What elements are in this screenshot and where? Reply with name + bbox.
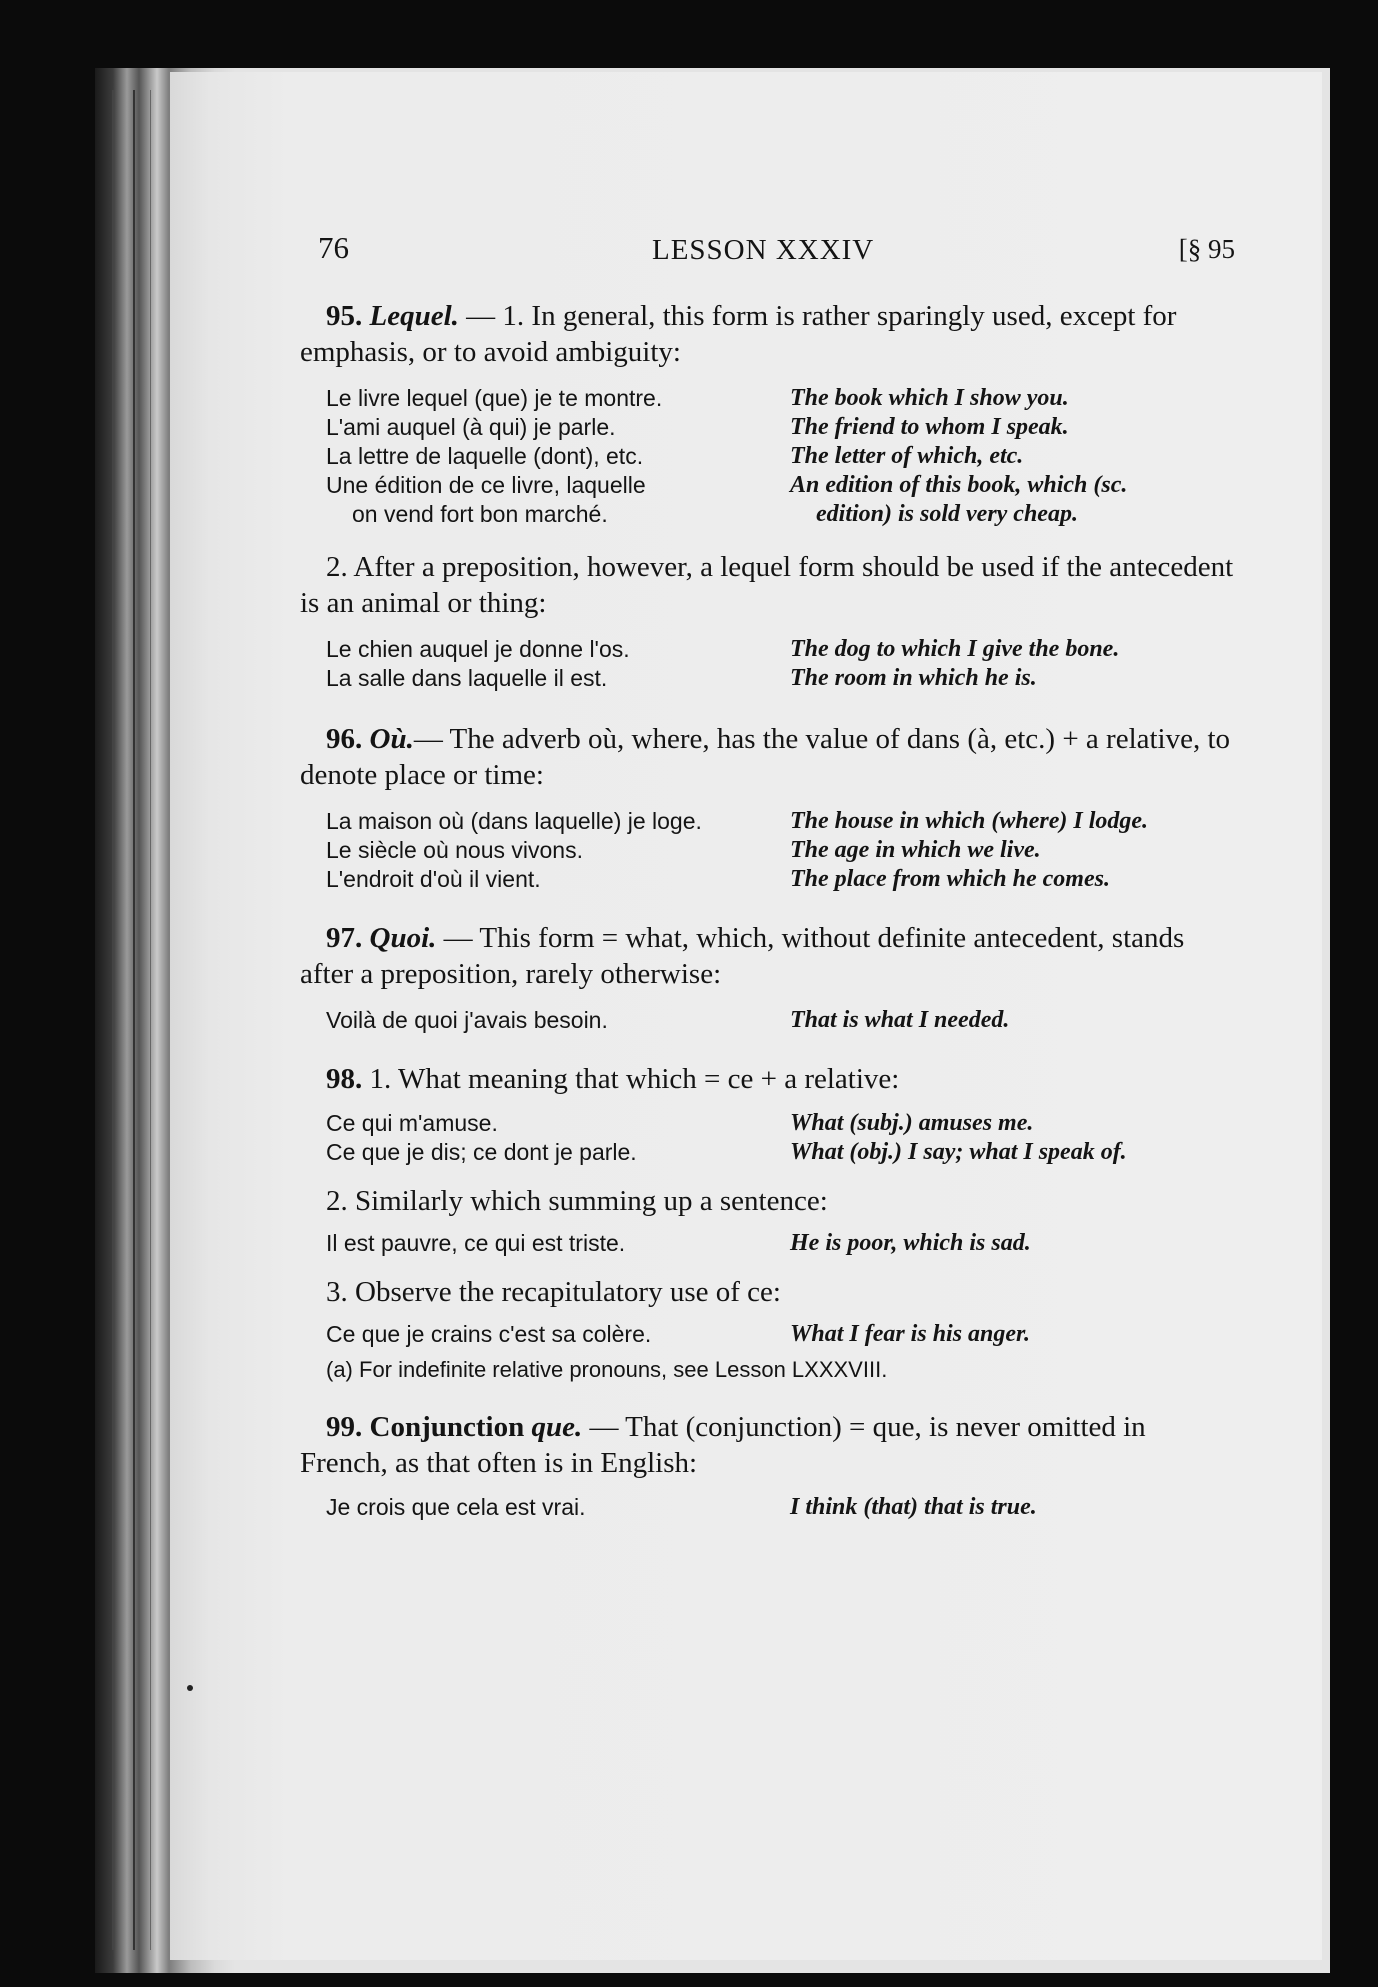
section-number: 97. (326, 922, 363, 954)
french-example: L'endroit d'où il vient. (326, 866, 541, 892)
french-example: Le livre lequel (que) je te montre. (326, 385, 663, 411)
binding-line (133, 90, 135, 1950)
english-translation: The letter of which, etc. (790, 443, 1024, 469)
english-translation: The dog to which I give the bone. (790, 636, 1120, 662)
english-translation: I think (that) that is true. (790, 1494, 1037, 1520)
example-table (326, 1493, 1240, 1522)
section-text: 1. What meaning that which = ce + a relative: (362, 1063, 900, 1095)
example-table (326, 807, 1240, 894)
french-example: Je crois que cela est vrai. (326, 1494, 586, 1520)
section-title: Conjunction (369, 1411, 525, 1443)
page-number: 76 (318, 230, 349, 265)
french-example: Une édition de ce livre, laquelle (326, 472, 646, 498)
section-number: 99. (326, 1411, 363, 1443)
english-translation: edition) is sold very cheap. (816, 501, 1078, 527)
french-example: Il est pauvre, ce qui est triste. (326, 1230, 626, 1256)
section-98-point-3: 3. Observe the recapitulatory use of ce: (326, 1276, 781, 1308)
french-example: Le chien auquel je donne l'os. (326, 636, 630, 662)
section-95 (300, 298, 1240, 693)
example-table (326, 1006, 1240, 1035)
section-98 (300, 1061, 1240, 1383)
binding-line (112, 90, 114, 1950)
binding-line (150, 90, 151, 1950)
section-99-intro (300, 1409, 1240, 1481)
french-example: Voilà de quoi j'avais besoin. (326, 1007, 608, 1033)
english-translation: The room in which he is. (790, 665, 1037, 691)
english-translation: What (obj.) I say; what I speak of. (790, 1139, 1127, 1165)
section-text: — This form = what, which, without definite antecedent, stands after a preposition, rarely otherwise: (300, 922, 1185, 990)
english-translation: What (subj.) amuses me. (790, 1110, 1034, 1136)
section-99 (300, 1409, 1240, 1522)
english-translation: That is what I needed. (790, 1007, 1010, 1033)
section-title: Où. (369, 723, 414, 755)
english-translation: The house in which (where) I lodge. (790, 808, 1149, 834)
example-table (326, 1320, 1240, 1349)
section-95-intro (300, 298, 1240, 370)
example-table (326, 1109, 1240, 1167)
section-95-point-2: 2. After a preposition, however, a lequel form should be used if the antecedent is an animal or thing: (300, 551, 1234, 619)
english-translation: The friend to whom I speak. (790, 414, 1069, 440)
section-96 (300, 721, 1240, 894)
section-title: Lequel. (369, 300, 459, 332)
english-translation: The place from which he comes. (790, 866, 1110, 892)
french-example: La maison où (dans laquelle) je loge. (326, 808, 702, 834)
example-table (326, 1229, 1240, 1258)
example-table (326, 384, 1240, 529)
section-98-point-2: 2. Similarly which summing up a sentence: (326, 1185, 828, 1217)
french-example: La lettre de laquelle (dont), etc. (326, 443, 644, 469)
section-97-intro (300, 920, 1240, 992)
point-number: — 1. (458, 300, 525, 332)
section-97 (300, 920, 1240, 1035)
section-title: Quoi. (369, 922, 437, 954)
section-reference: [§ 95 (1178, 234, 1235, 264)
lesson-title: LESSON XXXIV (652, 234, 875, 266)
running-head (300, 230, 1240, 280)
french-example: La salle dans laquelle il est. (326, 665, 608, 691)
section-text: — The adverb où, where, has the value of dans (à, etc.) + a relative, to denote place or time: (300, 723, 1231, 791)
french-example: Ce que je dis; ce dont je parle. (326, 1139, 637, 1165)
section-number: 98. (326, 1063, 363, 1095)
section-96-intro (300, 721, 1240, 793)
english-translation: The book which I show you. (790, 385, 1069, 411)
french-example: Ce que je crains c'est sa colère. (326, 1321, 652, 1347)
section-number: 95. (326, 300, 363, 332)
section-text: — That (conjunction) = que, is never omitted in French, as that often is in English: (300, 1411, 1146, 1479)
english-translation: What I fear is his anger. (790, 1321, 1031, 1347)
english-translation: He is poor, which is sad. (790, 1230, 1031, 1256)
page-content (300, 230, 1240, 1522)
english-translation: An edition of this book, which (sc. (790, 472, 1128, 498)
example-table (326, 635, 1240, 693)
margin-mark (187, 1685, 193, 1691)
section-title-italic: que. (531, 1411, 583, 1443)
section-text: In general, this form is rather sparingly used, except for emphasis, or to avoid ambiguity: (300, 300, 1177, 368)
section-number: 96. (326, 723, 363, 755)
french-example: on vend fort bon marché. (352, 501, 608, 527)
french-example: Ce qui m'amuse. (326, 1110, 498, 1136)
footnote: (a) For indefinite relative pronouns, see Lesson LXXXVIII. (326, 1357, 888, 1382)
english-translation: The age in which we live. (790, 837, 1041, 863)
section-98-intro (300, 1061, 1240, 1097)
french-example: Le siècle où nous vivons. (326, 837, 583, 863)
french-example: L'ami auquel (à qui) je parle. (326, 414, 616, 440)
